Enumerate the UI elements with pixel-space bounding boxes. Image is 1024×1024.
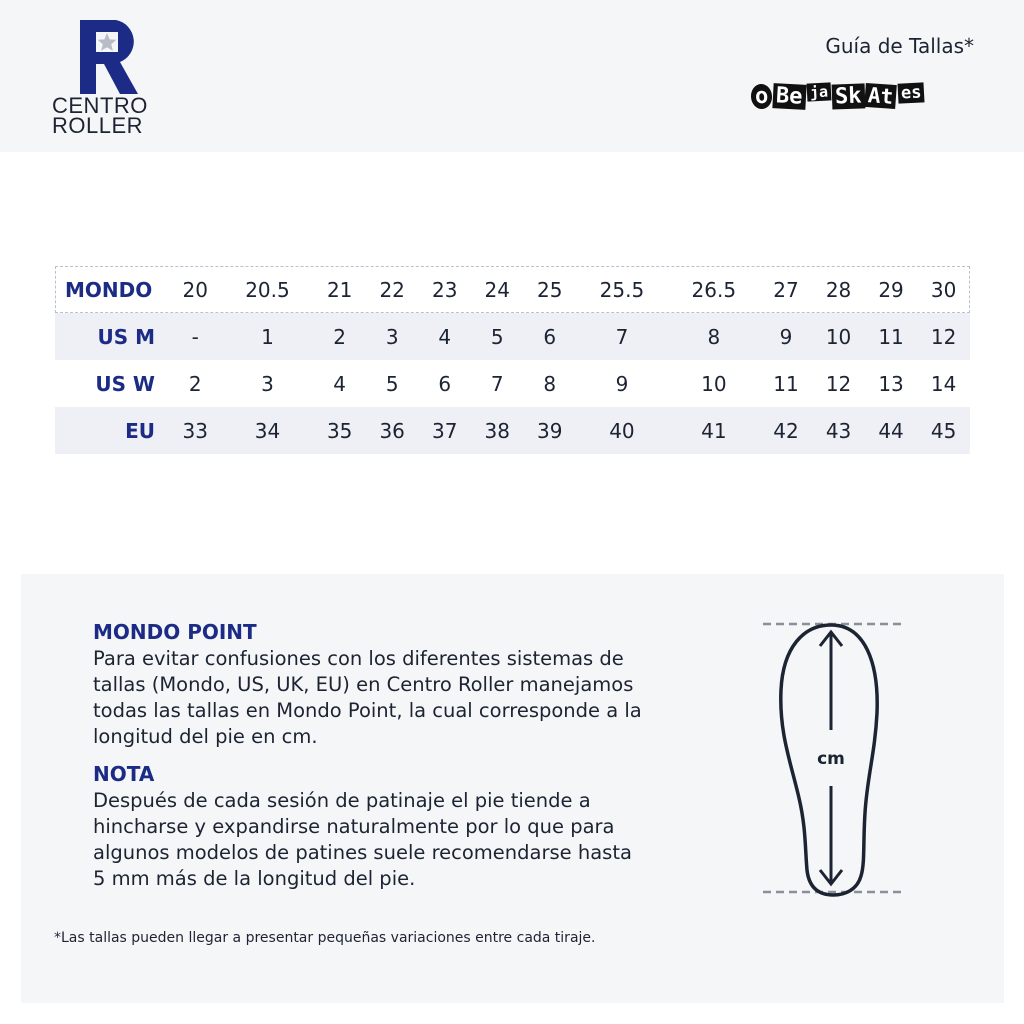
table-cell: 27 [773,277,799,302]
brand-chunk: o [750,83,773,109]
table-cell: 10 [701,371,727,396]
table-cell: 3 [261,371,274,396]
table-cell: 37 [418,407,471,454]
table-cell: 10 [812,313,865,360]
row-label: EU [55,407,169,454]
table-cell: - [169,313,222,360]
brand-chunk: es [897,82,924,103]
table-cell: 36 [366,407,419,454]
brand-chunk: ja [806,82,831,101]
table-cell: 13 [878,371,904,396]
table-cell: 20.5 [245,277,290,302]
footnote: *Las tallas pueden llegar a presentar pequeñas variaciones entre cada tiraje. [54,930,596,946]
table-cell: 6 [438,371,452,396]
table-cell: 2 [188,371,202,396]
logo-line-2: ROLLER [52,113,144,138]
nota-heading: NOTA [93,762,155,786]
table-cell: 38 [471,407,524,454]
table-cell: 21 [326,277,353,302]
brand-chunk: Sk [831,83,864,109]
logo-line-1: CENTRO [52,93,148,118]
centro-roller-logo [52,20,172,138]
row-label: MONDO [65,277,153,302]
table-cell: 43 [812,407,865,454]
table-cell: 7 [576,313,668,360]
table-cell: 35 [313,407,366,454]
table-cell: 2 [313,313,366,360]
brand-chunk: Be [773,83,807,110]
table-cell: 12 [825,371,852,396]
table-cell: 34 [222,407,314,454]
table-cell: 5 [385,371,399,396]
table-cell: 42 [760,407,813,454]
table-cell: 12 [917,313,970,360]
obeja-skates-logo [751,78,925,114]
logo-wordmark [52,93,172,138]
table-cell: 22 [379,277,405,302]
table-cell: 6 [523,313,576,360]
table-cell: 1 [222,313,314,360]
table-cell: 7 [490,371,504,396]
size-conversion-table [55,266,970,454]
table-cell: 3 [366,313,419,360]
table-cell: 45 [917,407,970,454]
row-mondo [55,266,970,313]
table-cell: 26.5 [691,277,737,302]
table-cell: 9 [615,371,629,396]
brand-chunk: At [865,83,898,109]
table-cell: 9 [760,313,813,360]
page-header [0,0,1024,152]
table-cell: 41 [668,407,760,454]
table-cell: 39 [523,407,576,454]
table-cell: 28 [825,277,852,302]
mondo-point-text: Para evitar confusiones con los diferentes sistemas de tallas (Mondo, US, UK, EU) en Centro Roller manejamos todas las tallas en Mondo Point, la cual corresponde a la longitud del pie en cm. [93,647,642,748]
roller-r-logo-icon [80,20,140,94]
table-cell: 44 [865,407,918,454]
row-us-m [55,313,970,360]
row-us-w [55,360,970,407]
row-label: US M [55,313,169,360]
info-panel [21,574,1004,1003]
guide-title: Guía de Tallas* [825,34,974,58]
table-cell: 5 [471,313,524,360]
row-label: US W [95,371,155,396]
table-cell: 25.5 [599,277,645,302]
table-cell: 30 [930,277,957,302]
table-cell: 8 [668,313,760,360]
row-eu [55,407,970,454]
table-cell: 11 [865,313,918,360]
table-cell: 40 [576,407,668,454]
table-cell: 24 [484,277,510,302]
table-cell: 4 [333,371,347,396]
table-cell: 4 [418,313,471,360]
nota-text: Después de cada sesión de patinaje el pie tiende a hincharse y expandirse naturalmente por lo que para algunos modelos de patines suele recomendarse hasta 5 mm más de la longitud del pie. [93,789,632,890]
table-cell: 23 [431,277,458,302]
mondo-point-heading: MONDO POINT [93,620,257,644]
table-cell: 11 [773,371,799,396]
table-cell: 25 [537,277,563,302]
table-cell: 20 [182,277,208,302]
table-cell: 14 [930,371,957,396]
table-cell: 33 [169,407,222,454]
table-cell: 29 [878,277,904,302]
foot-length-diagram [761,618,905,898]
table-cell: 8 [543,371,557,396]
cm-label: cm [817,749,845,769]
